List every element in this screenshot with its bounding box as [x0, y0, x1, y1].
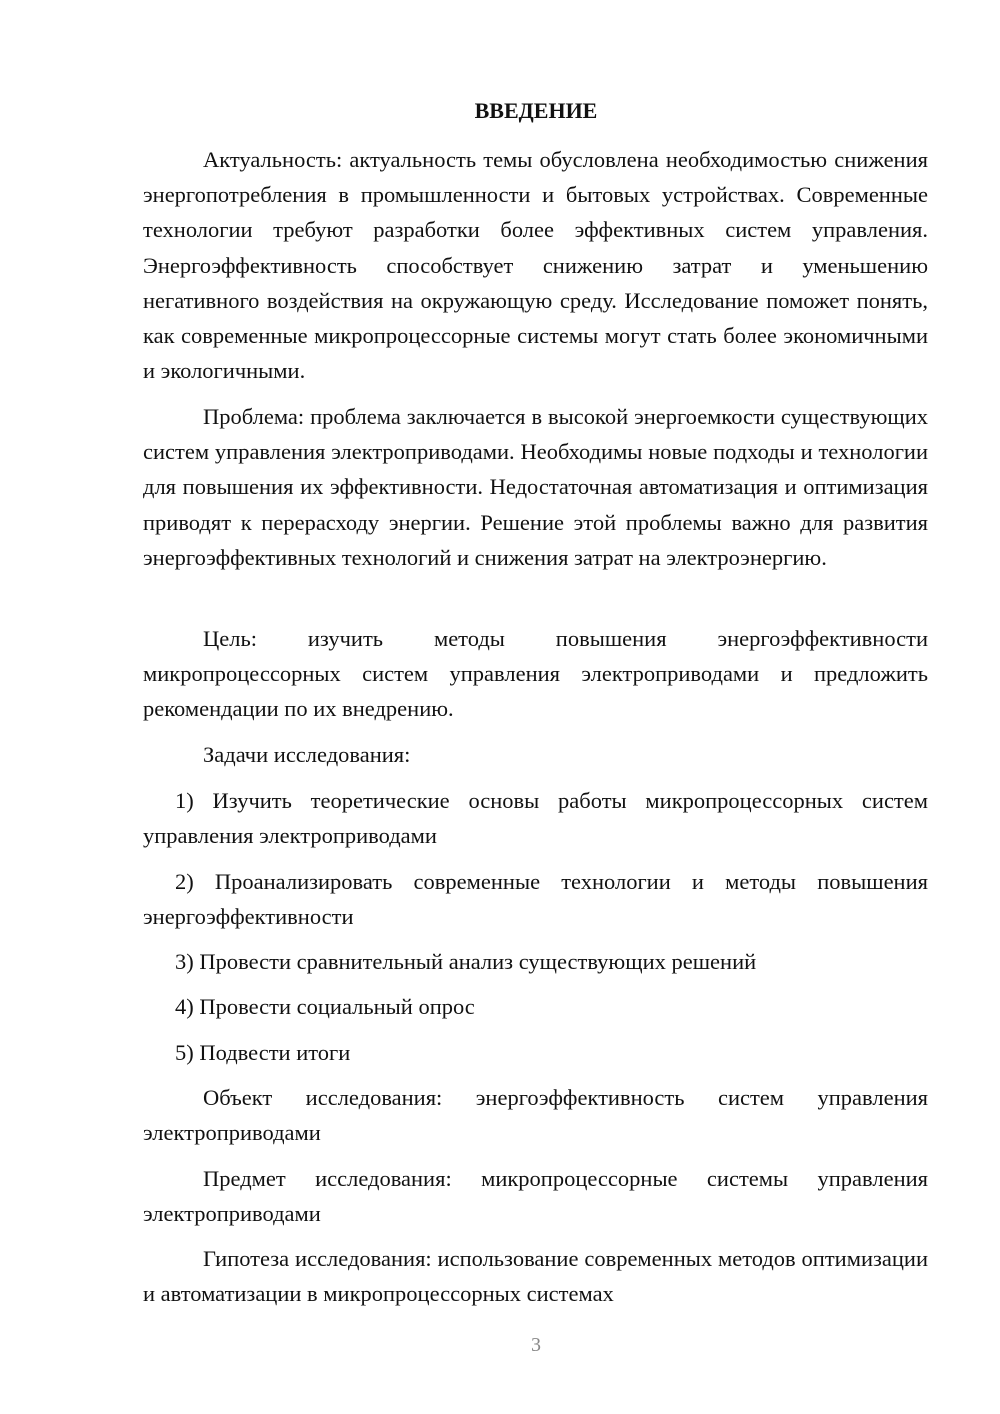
paragraph-object: Объект исследования: энергоэффективность систем управления электроприводами: [143, 1085, 928, 1146]
task-item: 1) Изучить теоретические основы работы микропроцессорных систем управления электроприводами: [143, 788, 928, 849]
task-item: 5) Подвести итоги: [175, 1040, 351, 1065]
paragraph-hypothesis: Гипотеза исследования: использование современных методов оптимизации и автоматизации в микропроцессорных системах: [143, 1246, 928, 1307]
page-number: 3: [531, 1334, 541, 1356]
task-item: 2) Проанализировать современные технологии и методы повышения энергоэффективности: [143, 869, 928, 930]
paragraph-subject: Предмет исследования: микропроцессорные системы управления электроприводами: [143, 1166, 928, 1227]
task-item: 3) Провести сравнительный анализ существующих решений: [175, 949, 757, 974]
task-item: 4) Провести социальный опрос: [175, 994, 475, 1019]
page-title: ВВЕДЕНИЕ: [474, 98, 598, 123]
tasks-heading: Задачи исследования:: [203, 742, 411, 767]
paragraph-relevance: Актуальность: актуальность темы обусловлена необходимостью снижения энергопотребления в промышленности и бытовых устройствах. Современные технологии требуют разработки более эффективных систем управления. Энергоэффективность способствует снижению затрат и уменьшению негативного воздействия на окружающую среду. Исследование поможет понять, как современные микропроцессорные системы могут стать более экономичными и экологичными.: [143, 147, 928, 384]
paragraph-goal: Цель: изучить методы повышения энергоэффективности микропроцессорных систем управления электроприводами и предложить рекомендации по их внедрению.: [143, 626, 928, 722]
paragraph-problem: Проблема: проблема заключается в высокой энергоемкости существующих систем управления электроприводами. Необходимы новые подходы и технологии для повышения их эффективности. Недостаточная автоматизация и оптимизация приводят к перерасходу энергии. Решение этой проблемы важно для развития энергоэффективных технологий и снижения затрат на электроэнергию.: [143, 404, 928, 570]
